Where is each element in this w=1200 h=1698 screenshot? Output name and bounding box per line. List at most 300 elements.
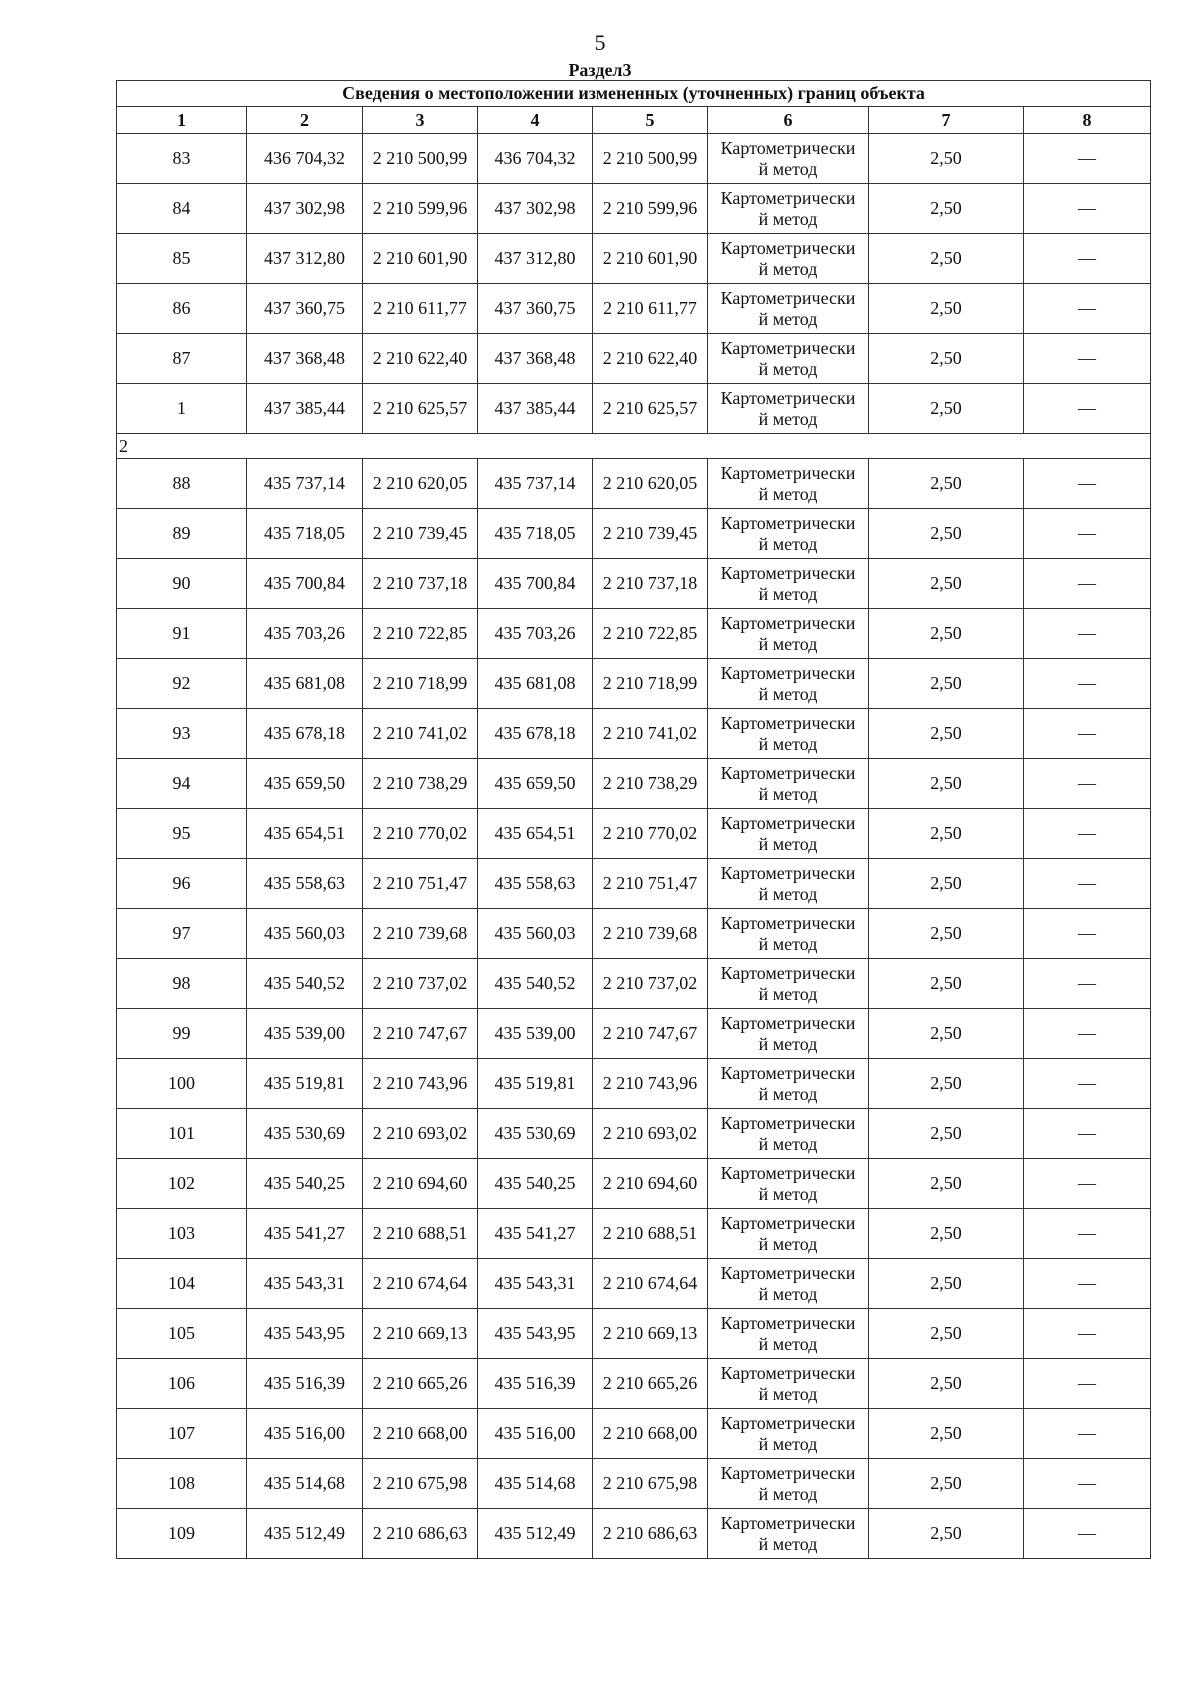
description-cell: — — [1024, 1059, 1151, 1109]
method-cell — [708, 184, 869, 234]
coord-x-cell: 437 368,48 — [247, 334, 363, 384]
point-number-cell: 102 — [117, 1159, 247, 1209]
table-row — [117, 184, 1151, 234]
method-line: й метод — [758, 308, 818, 329]
method-line: й метод — [758, 408, 818, 429]
column-header: 2 — [247, 107, 363, 134]
coord-x-cell: 435 703,26 — [247, 609, 363, 659]
coord-x-cell: 435 543,95 — [247, 1309, 363, 1359]
description-cell: — — [1024, 384, 1151, 434]
method-line: й метод — [758, 1283, 818, 1304]
method-line: й метод — [758, 1083, 818, 1104]
coord-y-new-cell: 2 210 770,02 — [593, 809, 708, 859]
method-line: Картометрически — [720, 387, 856, 408]
section-title: Раздел3 — [568, 60, 632, 80]
method-cell — [708, 859, 869, 909]
accuracy-cell: 2,50 — [869, 1409, 1024, 1459]
table-row — [117, 1509, 1151, 1559]
table-row — [117, 909, 1151, 959]
point-number-cell: 84 — [117, 184, 247, 234]
accuracy-cell: 2,50 — [869, 184, 1024, 234]
coord-x-cell: 435 560,03 — [247, 909, 363, 959]
table-head — [117, 81, 1151, 134]
coord-y-cell: 2 210 688,51 — [363, 1209, 478, 1259]
coord-y-new-cell: 2 210 739,68 — [593, 909, 708, 959]
point-number-cell: 85 — [117, 234, 247, 284]
method-cell — [708, 1309, 869, 1359]
coord-y-cell: 2 210 599,96 — [363, 184, 478, 234]
accuracy-cell: 2,50 — [869, 709, 1024, 759]
coord-x-cell: 436 704,32 — [247, 134, 363, 184]
column-header: 7 — [869, 107, 1024, 134]
point-number-cell: 108 — [117, 1459, 247, 1509]
table-row — [117, 1359, 1151, 1409]
coord-y-cell: 2 210 747,67 — [363, 1009, 478, 1059]
method-line: й метод — [758, 1183, 818, 1204]
coord-y-new-cell: 2 210 747,67 — [593, 1009, 708, 1059]
description-cell: — — [1024, 1459, 1151, 1509]
accuracy-cell: 2,50 — [869, 1059, 1024, 1109]
point-number-cell: 88 — [117, 459, 247, 509]
coord-y-new-cell: 2 210 622,40 — [593, 334, 708, 384]
column-header: 6 — [708, 107, 869, 134]
method-line: й метод — [758, 533, 818, 554]
method-cell — [708, 709, 869, 759]
accuracy-cell: 2,50 — [869, 1209, 1024, 1259]
method-cell — [708, 384, 869, 434]
method-line: й метод — [758, 1133, 818, 1154]
column-header: 8 — [1024, 107, 1151, 134]
coord-x-new-cell: 435 543,31 — [478, 1259, 593, 1309]
description-cell: — — [1024, 459, 1151, 509]
point-number-cell: 99 — [117, 1009, 247, 1059]
coord-x-cell: 435 539,00 — [247, 1009, 363, 1059]
table-caption: Сведения о местоположении измененных (уточненных) границ объекта — [117, 81, 1151, 107]
coord-y-new-cell: 2 210 620,05 — [593, 459, 708, 509]
method-line: й метод — [758, 258, 818, 279]
description-cell: — — [1024, 234, 1151, 284]
table-row — [117, 659, 1151, 709]
column-header-row — [117, 107, 1151, 134]
coord-y-cell: 2 210 737,02 — [363, 959, 478, 1009]
coord-x-new-cell: 435 516,00 — [478, 1409, 593, 1459]
method-cell — [708, 559, 869, 609]
coord-y-new-cell: 2 210 739,45 — [593, 509, 708, 559]
method-cell — [708, 759, 869, 809]
accuracy-cell: 2,50 — [869, 659, 1024, 709]
table-row — [117, 559, 1151, 609]
coord-x-new-cell: 437 302,98 — [478, 184, 593, 234]
coord-y-new-cell: 2 210 611,77 — [593, 284, 708, 334]
method-line: Картометрически — [720, 1262, 856, 1283]
point-number-cell: 106 — [117, 1359, 247, 1409]
coord-y-cell: 2 210 693,02 — [363, 1109, 478, 1159]
method-line: Картометрически — [720, 712, 856, 733]
coord-y-cell: 2 210 739,68 — [363, 909, 478, 959]
point-number-cell: 93 — [117, 709, 247, 759]
method-line: Картометрически — [720, 287, 856, 308]
method-line: й метод — [758, 933, 818, 954]
method-line: Картометрически — [720, 1062, 856, 1083]
table-row — [117, 859, 1151, 909]
coord-x-cell: 437 385,44 — [247, 384, 363, 434]
coord-y-new-cell: 2 210 738,29 — [593, 759, 708, 809]
description-cell: — — [1024, 284, 1151, 334]
method-line: Картометрически — [720, 187, 856, 208]
coord-x-new-cell: 435 558,63 — [478, 859, 593, 909]
coord-x-new-cell: 435 718,05 — [478, 509, 593, 559]
description-cell: — — [1024, 1259, 1151, 1309]
method-line: Картометрически — [720, 137, 856, 158]
page-number: 5 — [594, 30, 606, 55]
coord-y-cell: 2 210 675,98 — [363, 1459, 478, 1509]
coord-x-cell: 435 540,52 — [247, 959, 363, 1009]
table-row — [117, 1159, 1151, 1209]
coord-x-new-cell: 435 539,00 — [478, 1009, 593, 1059]
method-line: Картометрически — [720, 1112, 856, 1133]
coord-y-new-cell: 2 210 694,60 — [593, 1159, 708, 1209]
table-row — [117, 459, 1151, 509]
point-number-cell: 83 — [117, 134, 247, 184]
coord-y-cell: 2 210 737,18 — [363, 559, 478, 609]
method-line: й метод — [758, 983, 818, 1004]
coord-x-cell: 435 540,25 — [247, 1159, 363, 1209]
point-number-cell: 96 — [117, 859, 247, 909]
description-cell: — — [1024, 1109, 1151, 1159]
coord-y-cell: 2 210 669,13 — [363, 1309, 478, 1359]
coordinates-table — [116, 80, 1151, 1559]
method-line: й метод — [758, 1483, 818, 1504]
method-line: й метод — [758, 833, 818, 854]
description-cell: — — [1024, 334, 1151, 384]
table-body — [117, 134, 1151, 1559]
table-row — [117, 334, 1151, 384]
method-line: й метод — [758, 633, 818, 654]
table-row — [117, 609, 1151, 659]
method-cell — [708, 1159, 869, 1209]
coord-y-cell: 2 210 686,63 — [363, 1509, 478, 1559]
group-row — [117, 434, 1151, 459]
method-cell — [708, 459, 869, 509]
coord-y-new-cell: 2 210 743,96 — [593, 1059, 708, 1109]
coord-y-cell: 2 210 668,00 — [363, 1409, 478, 1459]
point-number-cell: 100 — [117, 1059, 247, 1109]
method-line: Картометрически — [720, 612, 856, 633]
coord-y-cell: 2 210 718,99 — [363, 659, 478, 709]
coord-x-cell: 435 514,68 — [247, 1459, 363, 1509]
accuracy-cell: 2,50 — [869, 609, 1024, 659]
description-cell: — — [1024, 859, 1151, 909]
description-cell: — — [1024, 559, 1151, 609]
method-cell — [708, 609, 869, 659]
coord-y-cell: 2 210 738,29 — [363, 759, 478, 809]
coord-y-new-cell: 2 210 674,64 — [593, 1259, 708, 1309]
coord-x-new-cell: 435 514,68 — [478, 1459, 593, 1509]
description-cell: — — [1024, 1509, 1151, 1559]
coord-y-cell: 2 210 674,64 — [363, 1259, 478, 1309]
point-number-cell: 109 — [117, 1509, 247, 1559]
method-line: Картометрически — [720, 462, 856, 483]
method-cell — [708, 1509, 869, 1559]
method-line: й метод — [758, 358, 818, 379]
method-line: й метод — [758, 683, 818, 704]
coord-y-cell: 2 210 739,45 — [363, 509, 478, 559]
method-cell — [708, 134, 869, 184]
method-cell — [708, 1009, 869, 1059]
coord-y-new-cell: 2 210 668,00 — [593, 1409, 708, 1459]
coord-x-new-cell: 435 541,27 — [478, 1209, 593, 1259]
coord-y-cell: 2 210 743,96 — [363, 1059, 478, 1109]
coord-x-new-cell: 437 312,80 — [478, 234, 593, 284]
coord-x-new-cell: 436 704,32 — [478, 134, 593, 184]
point-number-cell: 90 — [117, 559, 247, 609]
coord-x-new-cell: 435 516,39 — [478, 1359, 593, 1409]
point-number-cell: 92 — [117, 659, 247, 709]
description-cell: — — [1024, 509, 1151, 559]
method-line: Картометрически — [720, 1012, 856, 1033]
method-cell — [708, 659, 869, 709]
table-row — [117, 1259, 1151, 1309]
point-number-cell: 87 — [117, 334, 247, 384]
coord-x-new-cell: 435 737,14 — [478, 459, 593, 509]
description-cell: — — [1024, 709, 1151, 759]
coord-y-cell: 2 210 751,47 — [363, 859, 478, 909]
accuracy-cell: 2,50 — [869, 1309, 1024, 1359]
table-row — [117, 1209, 1151, 1259]
description-cell: — — [1024, 1309, 1151, 1359]
coord-y-new-cell: 2 210 722,85 — [593, 609, 708, 659]
coord-x-cell: 435 530,69 — [247, 1109, 363, 1159]
point-number-cell: 91 — [117, 609, 247, 659]
coord-x-new-cell: 435 678,18 — [478, 709, 593, 759]
method-cell — [708, 809, 869, 859]
column-header: 4 — [478, 107, 593, 134]
point-number-cell: 86 — [117, 284, 247, 334]
coord-x-cell: 435 543,31 — [247, 1259, 363, 1309]
coord-x-new-cell: 435 681,08 — [478, 659, 593, 709]
description-cell: — — [1024, 959, 1151, 1009]
coord-y-new-cell: 2 210 693,02 — [593, 1109, 708, 1159]
method-cell — [708, 284, 869, 334]
method-cell — [708, 1409, 869, 1459]
accuracy-cell: 2,50 — [869, 809, 1024, 859]
coord-x-new-cell: 435 654,51 — [478, 809, 593, 859]
accuracy-cell: 2,50 — [869, 1159, 1024, 1209]
coord-y-new-cell: 2 210 625,57 — [593, 384, 708, 434]
coord-y-new-cell: 2 210 737,02 — [593, 959, 708, 1009]
table-row — [117, 134, 1151, 184]
coord-x-cell: 437 312,80 — [247, 234, 363, 284]
method-line: Картометрически — [720, 512, 856, 533]
description-cell: — — [1024, 1009, 1151, 1059]
method-cell — [708, 909, 869, 959]
coord-x-cell: 435 737,14 — [247, 459, 363, 509]
coord-x-cell: 435 718,05 — [247, 509, 363, 559]
coord-y-cell: 2 210 611,77 — [363, 284, 478, 334]
point-number-cell: 98 — [117, 959, 247, 1009]
point-number-cell: 103 — [117, 1209, 247, 1259]
table-row — [117, 709, 1151, 759]
accuracy-cell: 2,50 — [869, 959, 1024, 1009]
description-cell: — — [1024, 1159, 1151, 1209]
point-number-cell: 101 — [117, 1109, 247, 1159]
coord-y-new-cell: 2 210 688,51 — [593, 1209, 708, 1259]
coord-y-new-cell: 2 210 737,18 — [593, 559, 708, 609]
description-cell: — — [1024, 1359, 1151, 1409]
point-number-cell: 107 — [117, 1409, 247, 1459]
description-cell: — — [1024, 909, 1151, 959]
method-line: Картометрически — [720, 662, 856, 683]
description-cell: — — [1024, 1409, 1151, 1459]
coord-y-cell: 2 210 500,99 — [363, 134, 478, 184]
point-number-cell: 95 — [117, 809, 247, 859]
coord-x-cell: 435 516,00 — [247, 1409, 363, 1459]
coord-x-cell: 435 681,08 — [247, 659, 363, 709]
table-row — [117, 1309, 1151, 1359]
method-cell — [708, 509, 869, 559]
method-cell — [708, 334, 869, 384]
coord-x-cell: 437 302,98 — [247, 184, 363, 234]
table-row — [117, 509, 1151, 559]
table-caption-row — [117, 81, 1151, 107]
point-number-cell: 104 — [117, 1259, 247, 1309]
method-line: й метод — [758, 158, 818, 179]
method-line: й метод — [758, 1333, 818, 1354]
coord-y-cell: 2 210 694,60 — [363, 1159, 478, 1209]
method-line: й метод — [758, 1433, 818, 1454]
method-cell — [708, 1209, 869, 1259]
table-row — [117, 759, 1151, 809]
table-row — [117, 1409, 1151, 1459]
coord-y-new-cell: 2 210 718,99 — [593, 659, 708, 709]
coord-x-new-cell: 435 519,81 — [478, 1059, 593, 1109]
accuracy-cell: 2,50 — [869, 284, 1024, 334]
coord-y-cell: 2 210 665,26 — [363, 1359, 478, 1409]
coord-x-cell: 435 678,18 — [247, 709, 363, 759]
method-line: Картометрически — [720, 812, 856, 833]
coord-x-new-cell: 435 700,84 — [478, 559, 593, 609]
method-line: Картометрически — [720, 237, 856, 258]
table-row — [117, 1009, 1151, 1059]
coord-y-new-cell: 2 210 686,63 — [593, 1509, 708, 1559]
method-line: й метод — [758, 1233, 818, 1254]
coord-x-new-cell: 435 543,95 — [478, 1309, 593, 1359]
coord-x-cell: 435 659,50 — [247, 759, 363, 809]
method-line: Картометрически — [720, 562, 856, 583]
method-line: й метод — [758, 583, 818, 604]
coord-y-cell: 2 210 722,85 — [363, 609, 478, 659]
method-line: Картометрически — [720, 337, 856, 358]
accuracy-cell: 2,50 — [869, 1509, 1024, 1559]
method-line: й метод — [758, 733, 818, 754]
coord-x-cell: 435 519,81 — [247, 1059, 363, 1109]
method-line: Картометрически — [720, 762, 856, 783]
accuracy-cell: 2,50 — [869, 559, 1024, 609]
method-line: Картометрически — [720, 1162, 856, 1183]
method-cell — [708, 1059, 869, 1109]
coord-y-cell: 2 210 622,40 — [363, 334, 478, 384]
description-cell: — — [1024, 659, 1151, 709]
coord-x-new-cell: 437 360,75 — [478, 284, 593, 334]
method-cell — [708, 959, 869, 1009]
accuracy-cell: 2,50 — [869, 909, 1024, 959]
description-cell: — — [1024, 759, 1151, 809]
accuracy-cell: 2,50 — [869, 859, 1024, 909]
accuracy-cell: 2,50 — [869, 459, 1024, 509]
coord-y-cell: 2 210 741,02 — [363, 709, 478, 759]
coord-x-new-cell: 435 703,26 — [478, 609, 593, 659]
coord-x-cell: 435 541,27 — [247, 1209, 363, 1259]
point-number-cell: 94 — [117, 759, 247, 809]
point-number-cell: 89 — [117, 509, 247, 559]
column-header: 1 — [117, 107, 247, 134]
coord-y-new-cell: 2 210 669,13 — [593, 1309, 708, 1359]
point-number-cell: 1 — [117, 384, 247, 434]
table-row — [117, 959, 1151, 1009]
coord-x-new-cell: 435 530,69 — [478, 1109, 593, 1159]
coord-x-new-cell: 437 368,48 — [478, 334, 593, 384]
method-line: й метод — [758, 1383, 818, 1404]
method-cell — [708, 1109, 869, 1159]
accuracy-cell: 2,50 — [869, 1259, 1024, 1309]
coord-x-cell: 435 512,49 — [247, 1509, 363, 1559]
table-row — [117, 234, 1151, 284]
accuracy-cell: 2,50 — [869, 1459, 1024, 1509]
table-row — [117, 1459, 1151, 1509]
accuracy-cell: 2,50 — [869, 759, 1024, 809]
coord-y-cell: 2 210 601,90 — [363, 234, 478, 284]
column-header: 5 — [593, 107, 708, 134]
accuracy-cell: 2,50 — [869, 384, 1024, 434]
group-label: 2 — [117, 434, 1151, 459]
coord-y-new-cell: 2 210 741,02 — [593, 709, 708, 759]
coord-x-new-cell: 435 659,50 — [478, 759, 593, 809]
table-row — [117, 809, 1151, 859]
accuracy-cell: 2,50 — [869, 134, 1024, 184]
method-line: й метод — [758, 783, 818, 804]
accuracy-cell: 2,50 — [869, 509, 1024, 559]
coord-x-cell: 437 360,75 — [247, 284, 363, 334]
point-number-cell: 97 — [117, 909, 247, 959]
method-line: Картометрически — [720, 1312, 856, 1333]
coord-x-cell: 435 654,51 — [247, 809, 363, 859]
description-cell: — — [1024, 134, 1151, 184]
method-line: Картометрически — [720, 1462, 856, 1483]
coord-x-new-cell: 437 385,44 — [478, 384, 593, 434]
coord-y-cell: 2 210 625,57 — [363, 384, 478, 434]
coord-x-new-cell: 435 512,49 — [478, 1509, 593, 1559]
method-line: Картометрически — [720, 1412, 856, 1433]
method-cell — [708, 1359, 869, 1409]
description-cell: — — [1024, 809, 1151, 859]
accuracy-cell: 2,50 — [869, 1359, 1024, 1409]
method-cell — [708, 1459, 869, 1509]
coord-y-new-cell: 2 210 675,98 — [593, 1459, 708, 1509]
coord-x-cell: 435 516,39 — [247, 1359, 363, 1409]
method-line: й метод — [758, 1533, 818, 1554]
accuracy-cell: 2,50 — [869, 234, 1024, 284]
table-row — [117, 1109, 1151, 1159]
method-line: Картометрически — [720, 1212, 856, 1233]
method-line: Картометрически — [720, 1362, 856, 1383]
accuracy-cell: 2,50 — [869, 1109, 1024, 1159]
coord-x-cell: 435 700,84 — [247, 559, 363, 609]
method-line: Картометрически — [720, 862, 856, 883]
method-line: й метод — [758, 483, 818, 504]
description-cell: — — [1024, 1209, 1151, 1259]
method-line: Картометрически — [720, 1512, 856, 1533]
table-row — [117, 1059, 1151, 1109]
